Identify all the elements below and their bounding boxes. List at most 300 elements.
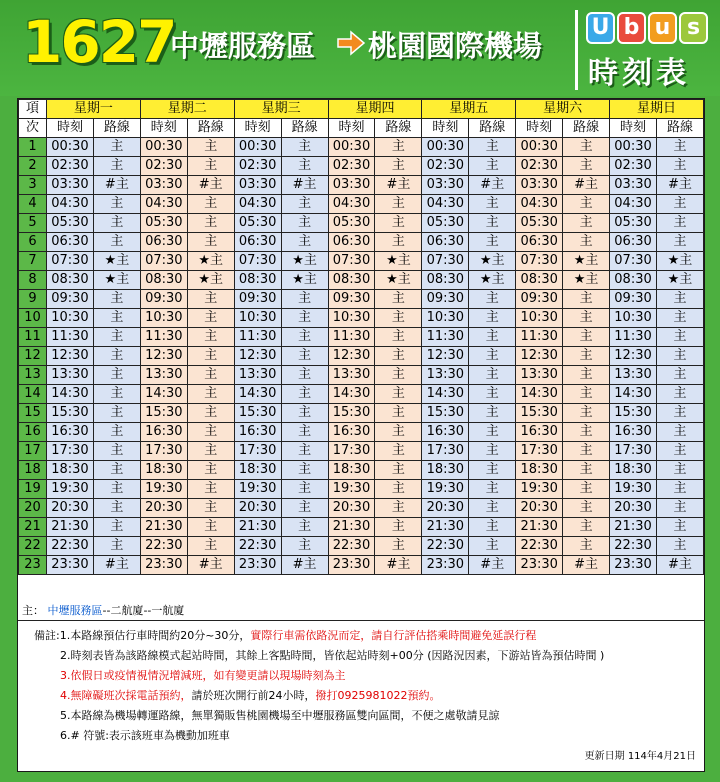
route-code: 主 <box>656 138 703 157</box>
route-code: 主 <box>281 195 328 214</box>
route-code: 主 <box>563 480 610 499</box>
departure-time: 21:30 <box>610 518 657 537</box>
departure-time: 08:30 <box>47 271 94 290</box>
route-code: 主 <box>93 290 140 309</box>
route-code: 主 <box>281 214 328 233</box>
route-code: 主 <box>656 404 703 423</box>
row-index: 9 <box>19 290 47 309</box>
route-code: 主 <box>93 480 140 499</box>
route-code: 主 <box>93 442 140 461</box>
route-code: 主 <box>375 214 422 233</box>
time-column-header: 時刻 <box>422 119 469 138</box>
route-code: 主 <box>93 309 140 328</box>
departure-time: 23:30 <box>422 556 469 575</box>
departure-time: 22:30 <box>610 537 657 556</box>
departure-time: 04:30 <box>516 195 563 214</box>
departure-time: 14:30 <box>422 385 469 404</box>
route-code: 主 <box>563 461 610 480</box>
departure-time: 08:30 <box>610 271 657 290</box>
route-code: 主 <box>93 404 140 423</box>
route-code: 主 <box>656 347 703 366</box>
departure-time: 17:30 <box>140 442 187 461</box>
departure-time: 09:30 <box>328 290 375 309</box>
route-code: 主 <box>281 404 328 423</box>
departure-time: 17:30 <box>234 442 281 461</box>
row-index: 17 <box>19 442 47 461</box>
route-code: #主 <box>469 176 516 195</box>
departure-time: 15:30 <box>140 404 187 423</box>
route-code: ★主 <box>375 252 422 271</box>
departure-time: 12:30 <box>140 347 187 366</box>
departure-time: 22:30 <box>234 537 281 556</box>
departure-time: 22:30 <box>140 537 187 556</box>
day-header: 星期六 <box>516 100 610 119</box>
route-note-stop: 中壢服務區 <box>47 604 103 617</box>
departure-time: 20:30 <box>610 499 657 518</box>
route-code: 主 <box>469 290 516 309</box>
time-column-header: 時刻 <box>328 119 375 138</box>
route-code: 主 <box>281 537 328 556</box>
departure-time: 08:30 <box>328 271 375 290</box>
departure-time: 09:30 <box>234 290 281 309</box>
departure-time: 12:30 <box>328 347 375 366</box>
route-code: 主 <box>469 195 516 214</box>
departure-time: 07:30 <box>328 252 375 271</box>
route-code: 主 <box>469 423 516 442</box>
day-header: 星期四 <box>328 100 422 119</box>
departure-time: 17:30 <box>328 442 375 461</box>
departure-time: 18:30 <box>422 461 469 480</box>
departure-time: 07:30 <box>234 252 281 271</box>
departure-time: 13:30 <box>516 366 563 385</box>
departure-time: 00:30 <box>47 138 94 157</box>
timetable-title: 時刻表 <box>588 56 690 91</box>
route-code: 主 <box>656 461 703 480</box>
route-code: 主 <box>187 385 234 404</box>
destination-stop: 桃園國際機場 <box>368 29 543 63</box>
departure-time: 05:30 <box>328 214 375 233</box>
route-code: ★主 <box>469 271 516 290</box>
route-code: 主 <box>469 499 516 518</box>
departure-time: 20:30 <box>47 499 94 518</box>
route-code: ★主 <box>281 271 328 290</box>
route-code: 主 <box>469 328 516 347</box>
departure-time: 15:30 <box>422 404 469 423</box>
departure-time: 12:30 <box>516 347 563 366</box>
departure-time: 12:30 <box>422 347 469 366</box>
route-code: 主 <box>375 385 422 404</box>
departure-time: 18:30 <box>516 461 563 480</box>
remark-1: 備註:1.本路線預估行車時間約20分~30分，實際行車需依路況而定，請自行評估搭乘時間避免延誤行程 <box>34 629 537 642</box>
route-code: 主 <box>563 366 610 385</box>
departure-time: 12:30 <box>610 347 657 366</box>
departure-time: 16:30 <box>516 423 563 442</box>
row-index: 14 <box>19 385 47 404</box>
departure-time: 10:30 <box>140 309 187 328</box>
route-code: 主 <box>93 233 140 252</box>
row-index: 21 <box>19 518 47 537</box>
route-code: #主 <box>187 176 234 195</box>
departure-time: 02:30 <box>328 157 375 176</box>
route-code: 主 <box>375 442 422 461</box>
route-code: 主 <box>93 138 140 157</box>
route-code: 主 <box>469 385 516 404</box>
route-code: 主 <box>93 328 140 347</box>
departure-time: 06:30 <box>234 233 281 252</box>
departure-time: 14:30 <box>516 385 563 404</box>
row-index: 5 <box>19 214 47 233</box>
departure-time: 21:30 <box>328 518 375 537</box>
route-code: 主 <box>656 157 703 176</box>
departure-time: 05:30 <box>47 214 94 233</box>
departure-time: 00:30 <box>234 138 281 157</box>
route-code: 主 <box>281 138 328 157</box>
logo-letter: s <box>679 12 708 44</box>
departure-time: 11:30 <box>328 328 375 347</box>
logo-letter: U <box>586 12 615 44</box>
route-code: 主 <box>563 309 610 328</box>
row-index: 13 <box>19 366 47 385</box>
departure-time: 11:30 <box>47 328 94 347</box>
route-code: 主 <box>375 518 422 537</box>
route-code: 主 <box>93 461 140 480</box>
route-code: #主 <box>375 556 422 575</box>
route-code: 主 <box>187 290 234 309</box>
departure-time: 09:30 <box>610 290 657 309</box>
departure-time: 09:30 <box>140 290 187 309</box>
ubus-logo <box>575 10 708 90</box>
route-code: 主 <box>93 214 140 233</box>
header-banner <box>0 0 720 96</box>
departure-time: 23:30 <box>47 556 94 575</box>
route-code: 主 <box>656 214 703 233</box>
route-column-header: 路線 <box>281 119 328 138</box>
departure-time: 02:30 <box>610 157 657 176</box>
table-row <box>19 499 704 518</box>
departure-time: 19:30 <box>328 480 375 499</box>
day-header: 星期三 <box>234 100 328 119</box>
arrow-right-icon <box>336 28 366 58</box>
departure-time: 11:30 <box>234 328 281 347</box>
departure-time: 19:30 <box>516 480 563 499</box>
departure-time: 00:30 <box>610 138 657 157</box>
route-code: 主 <box>469 518 516 537</box>
departure-time: 10:30 <box>234 309 281 328</box>
departure-time: 09:30 <box>47 290 94 309</box>
departure-time: 16:30 <box>422 423 469 442</box>
departure-time: 00:30 <box>516 138 563 157</box>
departure-time: 06:30 <box>328 233 375 252</box>
departure-time: 03:30 <box>328 176 375 195</box>
table-row <box>19 214 704 233</box>
departure-time: 18:30 <box>610 461 657 480</box>
departure-time: 08:30 <box>140 271 187 290</box>
route-code: 主 <box>281 328 328 347</box>
departure-time: 12:30 <box>47 347 94 366</box>
route-code: 主 <box>563 328 610 347</box>
route-code: 主 <box>375 423 422 442</box>
departure-time: 21:30 <box>422 518 469 537</box>
remark-6: 6.# 符號:表示該班車為機動加班車 <box>60 729 230 742</box>
route-code: 主 <box>187 347 234 366</box>
route-code: 主 <box>656 195 703 214</box>
departure-time: 04:30 <box>422 195 469 214</box>
route-code: 主 <box>563 442 610 461</box>
departure-time: 19:30 <box>47 480 94 499</box>
departure-time: 20:30 <box>422 499 469 518</box>
departure-time: 23:30 <box>516 556 563 575</box>
departure-time: 03:30 <box>47 176 94 195</box>
remark-4: 4.無障礙班次採電話預約，請於班次開行前24小時，撥打0925981022預約。 <box>60 689 441 702</box>
route-code: 主 <box>375 461 422 480</box>
departure-time: 02:30 <box>234 157 281 176</box>
departure-time: 08:30 <box>516 271 563 290</box>
departure-time: 07:30 <box>422 252 469 271</box>
departure-time: 04:30 <box>328 195 375 214</box>
route-code: ★主 <box>563 252 610 271</box>
route-code: 主 <box>656 480 703 499</box>
departure-time: 22:30 <box>422 537 469 556</box>
route-code: 主 <box>375 347 422 366</box>
departure-time: 11:30 <box>516 328 563 347</box>
table-row <box>19 461 704 480</box>
route-code: 主 <box>281 233 328 252</box>
route-code: 主 <box>469 366 516 385</box>
departure-time: 07:30 <box>610 252 657 271</box>
table-row <box>19 157 704 176</box>
divider <box>18 620 704 621</box>
departure-time: 22:30 <box>516 537 563 556</box>
route-code: #主 <box>563 176 610 195</box>
route-code: 主 <box>469 404 516 423</box>
route-code: 主 <box>281 157 328 176</box>
route-code: 主 <box>375 290 422 309</box>
departure-time: 03:30 <box>516 176 563 195</box>
departure-time: 17:30 <box>422 442 469 461</box>
route-code: 主 <box>656 328 703 347</box>
route-code: 主 <box>281 480 328 499</box>
route-code: 主 <box>375 480 422 499</box>
departure-time: 16:30 <box>140 423 187 442</box>
route-code: #主 <box>375 176 422 195</box>
departure-time: 23:30 <box>140 556 187 575</box>
departure-time: 11:30 <box>422 328 469 347</box>
route-code: #主 <box>281 556 328 575</box>
route-code: ★主 <box>375 271 422 290</box>
departure-time: 14:30 <box>234 385 281 404</box>
logo-letter: u <box>648 12 677 44</box>
departure-time: 17:30 <box>516 442 563 461</box>
departure-time: 22:30 <box>47 537 94 556</box>
table-row <box>19 404 704 423</box>
departure-time: 03:30 <box>422 176 469 195</box>
route-code: 主 <box>656 499 703 518</box>
route-note-rest: --二航廈--一航廈 <box>102 604 185 617</box>
departure-time: 19:30 <box>422 480 469 499</box>
route-code: 主 <box>93 518 140 537</box>
row-index: 2 <box>19 157 47 176</box>
departure-time: 18:30 <box>234 461 281 480</box>
row-index: 12 <box>19 347 47 366</box>
time-column-header: 時刻 <box>516 119 563 138</box>
row-index: 20 <box>19 499 47 518</box>
departure-time: 05:30 <box>140 214 187 233</box>
time-column-header: 時刻 <box>610 119 657 138</box>
departure-time: 21:30 <box>140 518 187 537</box>
row-index: 16 <box>19 423 47 442</box>
route-code: 主 <box>563 404 610 423</box>
index-header: 次 <box>19 119 47 138</box>
route-code: 主 <box>281 309 328 328</box>
route-code: 主 <box>563 138 610 157</box>
table-row <box>19 556 704 575</box>
route-code: #主 <box>281 176 328 195</box>
route-code: 主 <box>93 423 140 442</box>
route-code: 主 <box>281 518 328 537</box>
table-row <box>19 328 704 347</box>
departure-time: 10:30 <box>328 309 375 328</box>
route-code: 主 <box>469 157 516 176</box>
day-header: 星期五 <box>422 100 516 119</box>
table-row <box>19 195 704 214</box>
route-code: #主 <box>469 556 516 575</box>
route-code: 主 <box>563 157 610 176</box>
route-code: 主 <box>469 347 516 366</box>
departure-time: 09:30 <box>422 290 469 309</box>
departure-time: 02:30 <box>47 157 94 176</box>
route-note: 主： 中壢服務區--二航廈--一航廈 <box>22 604 185 617</box>
route-code: 主 <box>656 423 703 442</box>
row-index: 6 <box>19 233 47 252</box>
departure-time: 13:30 <box>422 366 469 385</box>
row-index: 10 <box>19 309 47 328</box>
route-code: #主 <box>563 556 610 575</box>
departure-time: 11:30 <box>140 328 187 347</box>
row-index: 8 <box>19 271 47 290</box>
route-code: 主 <box>281 442 328 461</box>
route-column-header: 路線 <box>563 119 610 138</box>
departure-time: 07:30 <box>140 252 187 271</box>
table-row <box>19 480 704 499</box>
route-code: 主 <box>656 442 703 461</box>
row-index: 19 <box>19 480 47 499</box>
departure-time: 16:30 <box>47 423 94 442</box>
departure-time: 23:30 <box>234 556 281 575</box>
route-code: 主 <box>469 461 516 480</box>
route-code: 主 <box>281 385 328 404</box>
index-header: 項 <box>19 100 47 119</box>
departure-time: 04:30 <box>140 195 187 214</box>
route-code: ★主 <box>187 252 234 271</box>
timetable <box>18 99 704 575</box>
route-code: 主 <box>281 290 328 309</box>
departure-time: 18:30 <box>47 461 94 480</box>
departure-time: 20:30 <box>328 499 375 518</box>
departure-time: 19:30 <box>140 480 187 499</box>
route-code: 主 <box>187 518 234 537</box>
route-code: 主 <box>469 233 516 252</box>
departure-time: 06:30 <box>516 233 563 252</box>
route-code: ★主 <box>563 271 610 290</box>
table-row <box>19 347 704 366</box>
row-index: 11 <box>19 328 47 347</box>
departure-time: 11:30 <box>610 328 657 347</box>
route-code: 主 <box>187 461 234 480</box>
route-code: 主 <box>563 347 610 366</box>
table-row <box>19 537 704 556</box>
route-code: 主 <box>563 385 610 404</box>
row-index: 4 <box>19 195 47 214</box>
route-column-header: 路線 <box>93 119 140 138</box>
route-code: 主 <box>563 214 610 233</box>
route-code: 主 <box>187 195 234 214</box>
departure-time: 19:30 <box>234 480 281 499</box>
departure-time: 00:30 <box>328 138 375 157</box>
route-column-header: 路線 <box>656 119 703 138</box>
route-code: 主 <box>656 518 703 537</box>
departure-time: 17:30 <box>47 442 94 461</box>
route-code: 主 <box>187 423 234 442</box>
time-column-header: 時刻 <box>140 119 187 138</box>
departure-time: 15:30 <box>234 404 281 423</box>
departure-time: 14:30 <box>610 385 657 404</box>
route-code: 主 <box>469 138 516 157</box>
table-row <box>19 442 704 461</box>
route-code: 主 <box>375 328 422 347</box>
departure-time: 19:30 <box>610 480 657 499</box>
departure-time: 18:30 <box>140 461 187 480</box>
route-code: ★主 <box>93 252 140 271</box>
route-code: 主 <box>93 366 140 385</box>
departure-time: 03:30 <box>610 176 657 195</box>
departure-time: 02:30 <box>140 157 187 176</box>
route-code: 主 <box>469 537 516 556</box>
route-code: #主 <box>656 176 703 195</box>
departure-time: 13:30 <box>140 366 187 385</box>
departure-time: 15:30 <box>47 404 94 423</box>
route-code: 主 <box>469 309 516 328</box>
route-code: 主 <box>93 499 140 518</box>
row-index: 22 <box>19 537 47 556</box>
remark-2: 2.時刻表皆為該路線模式起站時間，其餘上客點時間，皆依起站時刻+00分 (因路況因素，下游站皆為預估時間 ) <box>60 649 605 662</box>
route-code: 主 <box>563 518 610 537</box>
route-code: ★主 <box>656 252 703 271</box>
table-row <box>19 252 704 271</box>
route-number: 1627 <box>22 8 176 76</box>
route-code: 主 <box>375 499 422 518</box>
day-header: 星期一 <box>47 100 141 119</box>
departure-time: 00:30 <box>422 138 469 157</box>
route-code: 主 <box>187 309 234 328</box>
route-code: 主 <box>563 537 610 556</box>
departure-time: 14:30 <box>328 385 375 404</box>
departure-time: 10:30 <box>610 309 657 328</box>
route-code: 主 <box>656 233 703 252</box>
route-code: 主 <box>93 347 140 366</box>
route-code: 主 <box>187 157 234 176</box>
route-code: 主 <box>187 138 234 157</box>
route-code: 主 <box>375 233 422 252</box>
departure-time: 04:30 <box>610 195 657 214</box>
day-header: 星期日 <box>610 100 704 119</box>
departure-time: 08:30 <box>422 271 469 290</box>
route-code: 主 <box>375 157 422 176</box>
departure-time: 16:30 <box>610 423 657 442</box>
departure-time: 18:30 <box>328 461 375 480</box>
route-code: 主 <box>281 461 328 480</box>
departure-time: 10:30 <box>516 309 563 328</box>
table-row <box>19 423 704 442</box>
